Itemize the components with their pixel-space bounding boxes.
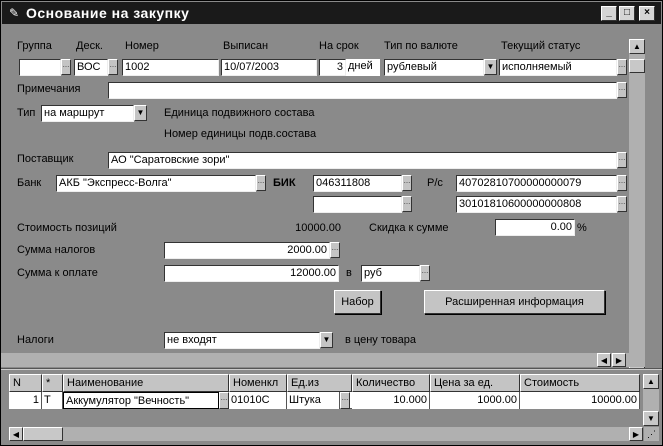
taxes-select[interactable]: не входят	[164, 332, 320, 349]
title-bar[interactable]	[2, 2, 661, 24]
table-separator	[1, 368, 662, 370]
bik-field-2[interactable]	[313, 196, 402, 213]
discount-unit: %	[577, 222, 587, 234]
cell-name-ellipsis-icon[interactable]: …	[219, 392, 229, 409]
notes-label: Примечания	[17, 83, 81, 95]
cell-n: 1	[9, 392, 42, 409]
desk-label: Деск.	[76, 40, 103, 52]
currency-ellipsis-icon[interactable]: …	[420, 265, 430, 281]
account-ellipsis-icon[interactable]: …	[617, 175, 627, 191]
rolling-unit-number-label: Номер единицы подв.состава	[164, 128, 317, 140]
app-icon[interactable]: ✎	[8, 6, 20, 20]
col-nomencl[interactable]: Номенкл	[229, 374, 287, 392]
bik-field[interactable]: 046311808	[313, 175, 402, 192]
rolling-unit-label: Единица подвижного состава	[164, 107, 315, 119]
set-button[interactable]: Набор	[334, 290, 381, 314]
minimize-button[interactable]: _	[601, 6, 617, 21]
notes-ellipsis-icon[interactable]: …	[617, 82, 627, 98]
table-scroll-thumb[interactable]	[23, 427, 63, 441]
status-label: Текущий статус	[501, 40, 581, 52]
number-label: Номер	[125, 40, 159, 52]
term-unit: дней	[346, 59, 380, 76]
table-vertical-scrollbar[interactable]	[643, 374, 659, 426]
col-cost[interactable]: Стоимость	[520, 374, 640, 392]
cell-star: T	[42, 392, 63, 409]
cell-price: 1000.00	[430, 392, 520, 409]
group-field[interactable]	[19, 59, 61, 76]
payment-field[interactable]: 12000.00	[164, 265, 339, 282]
col-star[interactable]: *	[42, 374, 63, 392]
bik2-ellipsis-icon[interactable]: …	[402, 196, 412, 212]
scroll-right-icon[interactable]: ▶	[612, 353, 626, 367]
type-dropdown-arrow-icon[interactable]: ▼	[134, 105, 147, 121]
maximize-button[interactable]: □	[619, 6, 635, 21]
col-n[interactable]: N	[9, 374, 42, 392]
cell-nomencl: 01010С	[229, 392, 287, 409]
table-scroll-up-icon[interactable]: ▲	[643, 374, 659, 389]
taxes-dropdown-arrow-icon[interactable]: ▼	[320, 332, 333, 348]
desk-ellipsis-icon[interactable]: …	[108, 59, 118, 75]
form-horizontal-scrollbar[interactable]	[1, 353, 645, 367]
bank-label: Банк	[17, 177, 42, 189]
account-field[interactable]: 40702810700000000079	[456, 175, 617, 192]
status-ellipsis-icon[interactable]: …	[617, 59, 627, 75]
positions-cost-label: Стоимость позиций	[17, 222, 117, 234]
number-field[interactable]: 1002	[122, 59, 219, 76]
supplier-ellipsis-icon[interactable]: …	[617, 152, 627, 168]
cell-cost: 10000.00	[520, 392, 640, 409]
group-ellipsis-icon[interactable]: …	[61, 59, 71, 75]
desk-field[interactable]: ВОС	[74, 59, 108, 76]
group-label: Группа	[17, 40, 52, 52]
bank-field[interactable]: АКБ "Экспресс-Волга"	[56, 175, 256, 192]
corr-account-field[interactable]: 30101810600000000808	[456, 196, 617, 213]
taxes-sum-label: Сумма налогов	[17, 244, 96, 256]
supplier-field[interactable]: АО "Саратовские зори"	[108, 152, 617, 169]
col-unit[interactable]: Ед.из	[287, 374, 352, 392]
term-value-field[interactable]: 3	[319, 59, 346, 76]
col-price[interactable]: Цена за ед.	[430, 374, 520, 392]
currency-type-select[interactable]: рублевый	[384, 59, 484, 76]
table-scroll-right-icon[interactable]: ▶	[629, 427, 643, 441]
col-name[interactable]: Наименование	[63, 374, 229, 392]
taxes-sum-ellipsis-icon[interactable]: …	[330, 242, 340, 258]
table-scroll-down-icon[interactable]: ▼	[643, 411, 659, 426]
bik-label: БИК	[273, 177, 296, 189]
scroll-thumb[interactable]	[629, 59, 645, 73]
taxes-label: Налоги	[17, 334, 54, 346]
discount-field[interactable]: 0.00	[495, 219, 575, 236]
window-title: Основание на закупку	[26, 5, 190, 21]
term-label: На срок	[319, 40, 359, 52]
cell-name[interactable]: Аккумулятор "Вечность"	[63, 392, 219, 409]
cell-qty: 10.000	[352, 392, 430, 409]
cell-unit-ellipsis-icon[interactable]: …	[340, 392, 350, 409]
supplier-label: Поставщик	[17, 153, 74, 165]
col-qty[interactable]: Количество	[352, 374, 430, 392]
extended-info-button[interactable]: Расширенная информация	[424, 290, 605, 314]
account-label: Р/с	[427, 177, 443, 189]
notes-field[interactable]	[108, 82, 617, 99]
dropdown-arrow-icon[interactable]: ▼	[484, 59, 497, 75]
taxes-sum-field[interactable]: 2000.00	[164, 242, 330, 259]
cell-unit: Штука	[287, 392, 340, 409]
payment-label: Сумма к оплате	[17, 267, 98, 279]
corr-account-ellipsis-icon[interactable]: …	[617, 196, 627, 212]
issued-label: Выписан	[223, 40, 269, 52]
bik-ellipsis-icon[interactable]: …	[402, 175, 412, 191]
vertical-scrollbar[interactable]	[629, 39, 645, 369]
table-row[interactable]	[9, 392, 640, 409]
in-currency-label: в	[346, 267, 352, 279]
close-button[interactable]: ×	[639, 6, 655, 21]
scroll-left-icon[interactable]: ◀	[597, 353, 611, 367]
discount-label: Скидка к сумме	[369, 222, 449, 234]
currency-field[interactable]: руб	[361, 265, 420, 282]
type-select[interactable]: на маршрут	[41, 105, 134, 122]
table-horizontal-scrollbar[interactable]	[9, 427, 643, 441]
currency-type-label: Тип по валюте	[384, 40, 458, 52]
taxes-suffix-label: в цену товара	[345, 334, 416, 346]
issued-date-field[interactable]: 10/07/2003	[221, 59, 317, 76]
resize-grip-icon[interactable]: ⋰	[644, 427, 659, 441]
scroll-up-icon[interactable]: ▲	[629, 39, 645, 54]
table-scroll-left-icon[interactable]: ◀	[9, 427, 23, 441]
positions-cost-value: 10000.00	[295, 222, 341, 234]
bank-ellipsis-icon[interactable]: …	[256, 175, 266, 191]
status-field[interactable]: исполняемый	[499, 59, 617, 76]
type-label: Тип	[17, 107, 36, 119]
